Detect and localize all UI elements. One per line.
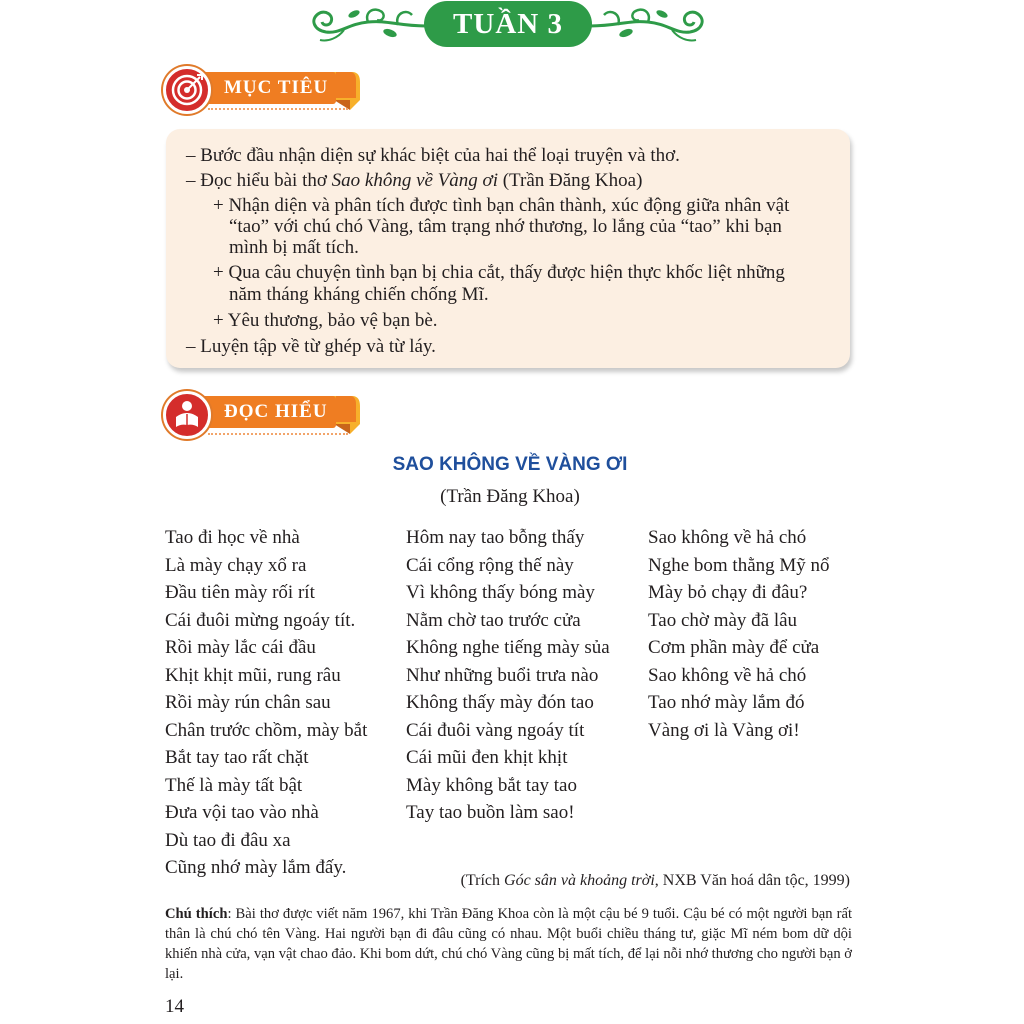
verse-line: Cái mũi đen khịt khịt xyxy=(406,747,568,768)
verse-line: Không nghe tiếng mày sủa xyxy=(406,637,610,658)
objective-subline: + Nhận diện và phân tích được tình bạn chân thành, xúc động giữa nhân vật xyxy=(213,195,790,216)
objectives-label: MỤC TIÊU xyxy=(196,72,336,104)
verse-line: Đầu tiên mày rối rít xyxy=(165,582,315,603)
verse-line: Cái đuôi vàng ngoáy tít xyxy=(406,719,585,741)
poem-source xyxy=(461,872,850,890)
poem-title-ref: Sao không về Vàng ơi xyxy=(331,170,498,191)
verse-line: Chân trước chồm, mày bắt xyxy=(165,719,368,741)
target-icon xyxy=(166,69,208,111)
footnote-text: : Bài thơ được viết năm 1967, khi Trần Đăng Khoa còn là một cậu bé 9 tuổi. Cậu bé có một người bạn rất thân là chú chó tên Vàng. Hai người bạn đi đâu cũng có nhau. Một buổi chiều tháng tư, giặc Mĩ ném bom dữ dội khiến nhà cửa, vạn vật chao đảo. Khi bom dứt, chú chó Vàng cũng bị mất tích, để lại nỗi nhớ thương cho người bạn ở lại. xyxy=(165,906,852,982)
objective-subline: + Qua câu chuyện tình bạn bị chia cắt, thấy được hiện thực khốc liệt những xyxy=(213,262,785,283)
objective-text: (Trần Đăng Khoa) xyxy=(497,170,643,191)
verse-line: Cái đuôi mừng ngoáy tít. xyxy=(165,609,356,631)
verse-line: Sao không về hả chó xyxy=(648,664,807,686)
verse-line: Vì không thấy bóng mày xyxy=(406,582,595,603)
verse-line: Như những buổi trưa nào xyxy=(406,664,599,686)
poem-author: (Trần Đăng Khoa) xyxy=(440,486,580,507)
verse-line: Tao nhớ mày lắm đó xyxy=(648,692,805,713)
target-badge xyxy=(163,66,211,114)
verse-line: Mày không bắt tay tao xyxy=(406,774,577,796)
objective-line xyxy=(186,170,642,192)
verse-line: Nghe bom thằng Mỹ nổ xyxy=(648,554,830,576)
reading-label: ĐỌC HIỂU xyxy=(196,396,336,428)
verse-line: Tay tao buồn làm sao! xyxy=(406,802,575,823)
verse-line: Rồi mày rún chân sau xyxy=(165,692,331,713)
verse-line: Cũng nhớ mày lắm đấy. xyxy=(165,857,347,878)
verse-line: Rồi mày lắc cái đầu xyxy=(165,637,316,658)
verse-line: Bắt tay tao rất chặt xyxy=(165,747,309,768)
verse-line: Cơm phần mày để cửa xyxy=(648,637,820,658)
objective-line: – Bước đầu nhận diện sự khác biệt của hai thể loại truyện và thơ. xyxy=(186,145,680,166)
poem-column-1 xyxy=(165,524,367,882)
objective-subline: mình bị mất tích. xyxy=(229,237,359,258)
divider xyxy=(208,433,348,435)
verse-line: Là mày chạy xổ ra xyxy=(165,554,307,576)
source-book-title: Góc sân và khoảng trời xyxy=(504,872,655,889)
objective-subline: năm tháng kháng chiến chống Mĩ. xyxy=(229,284,489,305)
verse-line: Tao chờ mày đã lâu xyxy=(648,609,798,631)
verse-line: Vàng ơi là Vàng ơi! xyxy=(648,719,800,741)
poem-column-2 xyxy=(406,524,610,827)
footnote xyxy=(165,904,852,984)
divider xyxy=(208,108,348,110)
verse-line: Tao đi học về nhà xyxy=(165,527,300,548)
verse-line: Dù tao đi đâu xa xyxy=(165,829,291,851)
verse-line: Đưa vội tao vào nhà xyxy=(165,802,319,823)
verse-line: Thế là mày tất bật xyxy=(165,774,303,796)
objective-subline: “tao” với chú chó Vàng, tâm trạng nhớ thương, lo lắng của “tao” khi bạn xyxy=(229,216,782,237)
verse-line: Khịt khịt mũi, rung râu xyxy=(165,664,341,686)
footnote-label: Chú thích xyxy=(165,906,228,922)
objective-subline: + Yêu thương, bảo vệ bạn bè. xyxy=(213,310,438,331)
right-ornament-icon xyxy=(588,0,718,46)
reading-book-icon xyxy=(166,394,208,436)
objective-text: – Đọc hiểu bài thơ xyxy=(186,170,332,191)
verse-line: Nằm chờ tao trước cửa xyxy=(406,609,581,631)
verse-line: Cái cổng rộng thế này xyxy=(406,554,574,576)
verse-line: Mày bỏ chạy đi đâu? xyxy=(648,582,808,603)
week-label: TUẦN 3 xyxy=(424,1,592,47)
poem-title: SAO KHÔNG VỀ VÀNG ƠI xyxy=(392,454,628,475)
verse-line: Không thấy mày đón tao xyxy=(406,692,594,713)
left-ornament-icon xyxy=(298,0,428,46)
source-text: , NXB Văn hoá dân tộc, 1999) xyxy=(654,872,850,889)
source-text: (Trích xyxy=(460,872,505,889)
page-number: 14 xyxy=(165,996,184,1017)
poem-column-3 xyxy=(648,524,830,744)
reader-badge xyxy=(163,391,211,439)
verse-line: Hôm nay tao bỗng thấy xyxy=(406,527,585,548)
verse-line: Sao không về hả chó xyxy=(648,527,807,548)
objective-line: – Luyện tập về từ ghép và từ láy. xyxy=(186,336,436,357)
